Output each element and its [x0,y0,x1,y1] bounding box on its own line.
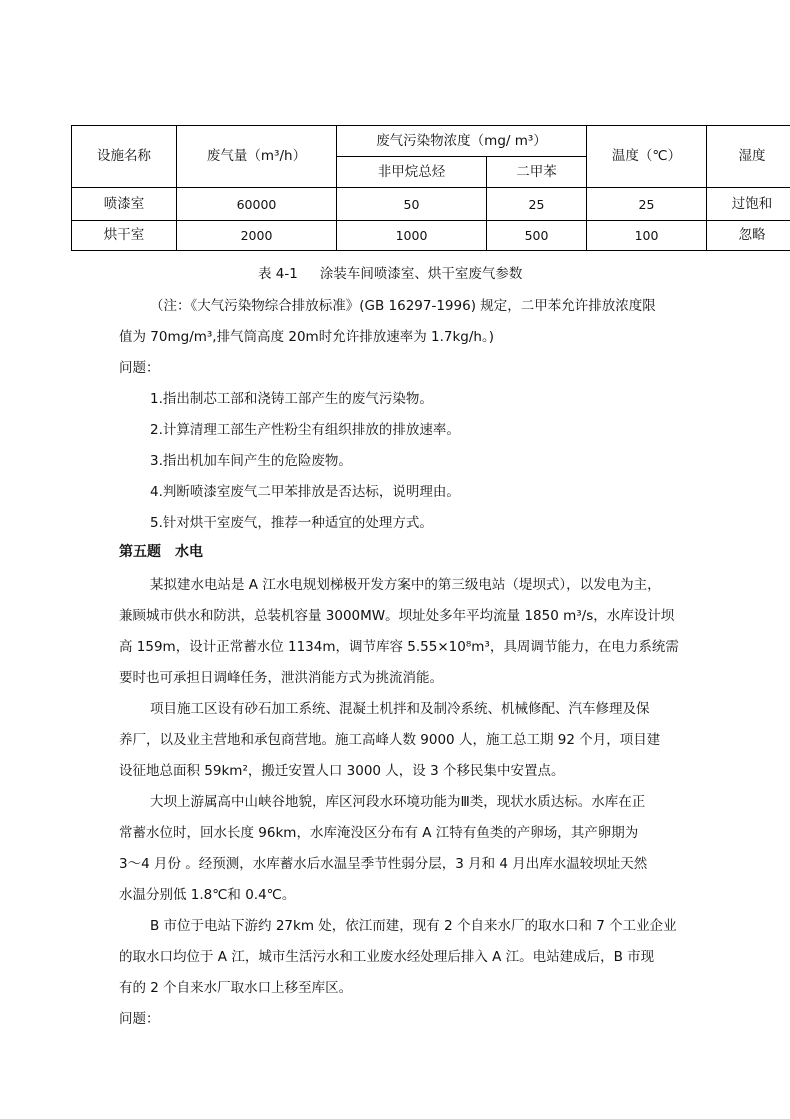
header-humidity: 湿度 [707,126,790,188]
paragraph-line: 有的 2 个自来水厂取水口上移至库区。 [119,980,353,996]
cell-humid: 忽略 [707,221,790,251]
paragraph-line: 3～4 月份 。经预测，水库蓄水后水温呈季节性弱分层，3 月和 4 月出库水温较坝址天然 [119,856,648,872]
table-row [72,188,790,221]
header-nmhc: 非甲烷总烃 [337,157,487,188]
section-heading [119,541,203,561]
header-xylene: 二甲苯 [487,157,587,188]
header-temperature: 温度（℃） [587,126,707,188]
caption-text: 涂装车间喷漆室、烘干室废气参数 [319,266,523,282]
paragraph-line: B 市位于电站下游约 27km 处，依江而建，现有 2 个自来水厂的取水口和 7 个工业企业 [150,918,677,934]
paragraph-line: 的取水口均位于 A 江，城市生活污水和工业废水经处理后排入 A 江。电站建成后，B 市现 [119,949,655,965]
header-gas-flow: 废气量（m³/h） [177,126,337,188]
section-title: 水电 [175,544,203,560]
paragraph-line: 高 159m，设计正常蓄水位 1134m，调节库容 5.55×10⁸m³，具周调节能力，在电力系统需 [119,639,679,655]
paragraph-line: 大坝上游属高中山峡谷地貌，库区河段水环境功能为Ⅲ类，现状水质达标。水库在正 [150,794,646,810]
cell-name: 烘干室 [72,221,177,251]
cell-xylene: 500 [487,221,587,251]
question-item: 3.指出机加车间产生的危险废物。 [150,453,352,469]
header-facility-name: 设施名称 [72,126,177,188]
paragraph-line: 常蓄水位时，回水长度 96km，水库淹没区分布有 A 江特有鱼类的产卵场，其产卵期为 [119,825,639,841]
question-item: 5.针对烘干室废气，推荐一种适宜的处理方式。 [150,515,433,531]
note-line: （注：《大气污染物综合排放标准》(GB 16297-1996) 规定，二甲苯允许排放浓度限 [150,298,656,314]
cell-nmhc: 1000 [337,221,487,251]
table-caption [258,262,522,282]
question-item: 2.计算清理工部生产性粉尘有组织排放的排放速率。 [150,422,460,438]
caption-label: 表 4-1 [258,266,298,282]
cell-humid: 过饱和 [707,188,790,221]
questions-label: 问题： [119,360,160,376]
section-number: 第五题 [119,544,161,560]
paragraph-line: 设征地总面积 59km²，搬迁安置人口 3000 人，设 3 个移民集中安置点。 [119,763,565,779]
paragraph-line: 养厂，以及业主营地和承包商营地。施工高峰人数 9000 人，施工总工期 92 个月，项目建 [119,732,661,748]
header-pollutant-concentration: 废气污染物浓度（mg/ m³） [337,126,587,157]
cell-name: 喷漆室 [72,188,177,221]
paragraph-line: 兼顾城市供水和防洪，总装机容量 3000MW。坝址处多年平均流量 1850 m³/s，水库设计坝 [119,608,675,624]
questions-label: 问题： [119,1011,160,1027]
question-item: 4.判断喷漆室废气二甲苯排放是否达标，说明理由。 [150,484,460,500]
cell-flow: 2000 [177,221,337,251]
paragraph-line: 水温分别低 1.8℃和 0.4℃。 [119,887,296,903]
question-item: 1.指出制芯工部和浇铸工部产生的废气污染物。 [150,391,433,407]
table-row [72,221,790,251]
paragraph-line: 某拟建水电站是 A 江水电规划梯极开发方案中的第三级电站（堤坝式），以发电为主， [150,577,661,593]
cell-xylene: 25 [487,188,587,221]
paragraph-line: 项目施工区设有砂石加工系统、混凝土机拌和及制冷系统、机械修配、汽车修理及保 [150,701,650,717]
waste-gas-parameter-table [71,125,790,251]
cell-nmhc: 50 [337,188,487,221]
cell-temp: 25 [587,188,707,221]
paragraph-line: 要时也可承担日调峰任务，泄洪消能方式为挑流消能。 [119,670,443,686]
cell-flow: 60000 [177,188,337,221]
cell-temp: 100 [587,221,707,251]
note-line: 值为 70mg/m³,排气筒高度 20m时允许排放速率为 1.7kg/h。) [119,329,494,345]
